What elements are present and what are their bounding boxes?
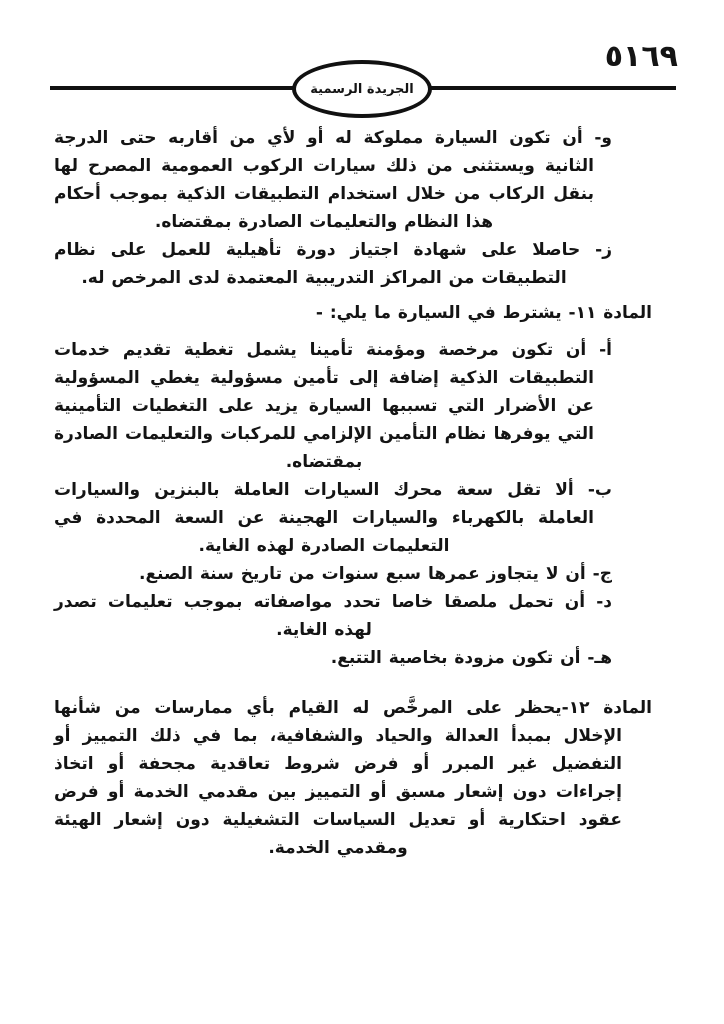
clause-waw: و- أن تكون السيارة مملوكة له أو لأي من أقاربه حتى الدرجة الثانية ويستثنى من ذلك سيارات الركوب العمومية المصرح لها بنقل الركاب من خلال استخدام التطبيقات الذكية بموجب أحكام هذا النظام والتعليمات الصادرة بمقتضاه. xyxy=(54,128,612,232)
article-11-heading: المادة ١١- يشترط في السيارة ما يلي: - xyxy=(315,303,652,323)
clause-jeem: ج- أن لا يتجاوز عمرها سبع سنوات من تاريخ سنة الصنع. xyxy=(138,564,612,584)
clause-alef: أ- أن تكون مرخصة ومؤمنة تأمينا يشمل تغطية تقديم خدمات التطبيقات الذكية إضافة إلى تأمين مسؤولية يغطي المسؤولية عن الأضرار التي تسببها السيارة يزيد على التغطيات التأمينية التي يوفرها نظام التأمين الإلزامي للمركبات والتعليمات الصادرة بمقتضاه. xyxy=(54,340,612,472)
document-body xyxy=(54,124,652,862)
gazette-title: الجريدة الرسمية xyxy=(310,81,414,97)
page-number: ٥١٦٩ xyxy=(604,39,678,74)
clause-zay: ز- حاصلا على شهادة اجتياز دورة تأهيلية للعمل على نظام التطبيقات من المراكز التدريبية المعتمدة لدى المرخص له. xyxy=(54,240,612,288)
gazette-title-oval xyxy=(292,60,432,118)
article-12-paragraph: المادة ١٢-يحظر على المرخَّص له القيام بأي ممارسات من شأنها الإخلال بمبدأ العدالة والحياد والشفافية، بما في ذلك التمييز أو التفضيل غير المبرر أو فرض شروط تعاقدية مجحفة أو اتخاذ إجراءات دون إشعار مسبق أو التمييز بين مقدمي الخدمة أو فرض عقود احتكارية أو تعديل السياسات التشغيلية دون إشعار الهيئة ومقدمي الخدمة. xyxy=(54,698,653,858)
clause-ba: ب- ألا تقل سعة محرك السيارات العاملة بالبنزين والسيارات العاملة بالكهرباء والسيارات الهجينة عن السعة المحددة في التعليمات الصادرة لهذه الغاية. xyxy=(54,480,612,556)
clause-ha: هـ- أن تكون مزودة بخاصية التتبع. xyxy=(330,648,612,668)
clause-dal: د- أن تحمل ملصقا خاصا تحدد مواصفاته بموجب تعليمات تصدر لهذه الغاية. xyxy=(54,592,612,640)
